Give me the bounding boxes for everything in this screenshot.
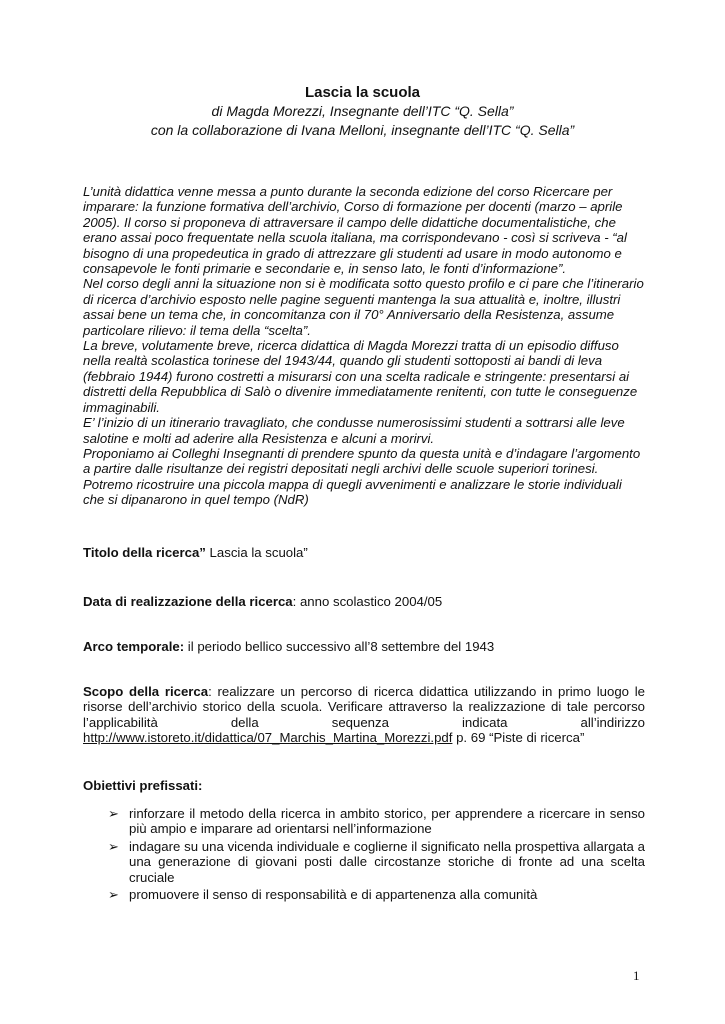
collaboration-line: con la collaborazione di Ivana Melloni, insegnante dell’ITC “Q. Sella” (150, 122, 575, 138)
list-item (108, 887, 645, 902)
objective-text: indagare su una vicenda individuale e coglierne il significato nella prospettiva allargata a una generazione di giovani posti dalle circostanze storiche di fronte ad una scelta cruciale (129, 838, 645, 885)
objective-text: rinforzare il metodo della ricerca in ambito storico, per apprendere a ricercare in senso più ampio e imparare ad orientarsi nell’informazione (129, 806, 645, 837)
istoreto-pdf-link[interactable]: http://www.istoreto.it/didattica/07_Marchis_Martina_Morezzi.pdf (83, 730, 453, 746)
research-date-value: : anno scolastico 2004/05 (292, 594, 443, 609)
page-number: 1 (633, 968, 640, 983)
research-date-field (83, 594, 645, 609)
research-scope-page-ref: p. 69 “Piste di ricerca” (452, 730, 585, 746)
document-title: Lascia la scuola (304, 84, 421, 101)
research-title-value: Lascia la scuola” (205, 545, 308, 560)
intro-paragraph: La breve, volutamente breve, ricerca didattica di Magda Morezzi tratta di un episodio diffuso nella realtà scolastica torinese del 1943/44, quando gli studenti sottoposti ai bandi di leva (febbraio 1944) furono costretti a misurarsi con una scelta radicale e stringente: presentarsi ai distretti della Repubblica di Salò o divenire immediatamente renitenti, con tutte le conseguenze immaginabili. (83, 338, 638, 415)
list-item (108, 839, 645, 885)
time-span-value: il periodo bellico successivo all’8 settembre del 1943 (184, 639, 495, 654)
list-item (108, 806, 645, 837)
research-scope-field (83, 684, 645, 746)
objectives-list (108, 806, 645, 904)
research-title-field (83, 545, 645, 560)
time-span-field (83, 639, 645, 654)
research-scope-label: Scopo della ricerca (83, 684, 209, 699)
author-line: di Magda Morezzi, Insegnante dell’ITC “Q. Sella” (211, 103, 514, 119)
objectives-heading: Obiettivi prefissati: (83, 778, 203, 793)
time-span-label: Arco temporale: (83, 639, 185, 654)
intro-paragraph: Proponiamo ai Colleghi Insegnanti di prendere spunto da questa unità e d’indagare l’argomento a partire dalle risultanze dei registri depositati negli archivi delle scuole superiori torinesi. Potremo ricostruire una piccola mappa di quegli avvenimenti e analizzare le storie individuali che si dipanarono in quel tempo (NdR) (83, 445, 641, 508)
research-scope-value: : realizzare un percorso di ricerca didattica utilizzando in primo luogo le risorse dell’archivio storico della scuola. Verificare attraverso la realizzazione di tale percorso l’applicabilità della sequenza indicata all’indirizzo (83, 684, 645, 730)
arrow-bullet-icon: ➢ (108, 806, 120, 821)
research-title-label: Titolo della ricerca” (83, 545, 206, 560)
arrow-bullet-icon: ➢ (108, 887, 120, 903)
arrow-bullet-icon: ➢ (108, 838, 120, 854)
intro-paragraph: L’unità didattica venne messa a punto durante la seconda edizione del corso Ricercare per imparare: la funzione formativa dell’archivio, Corso di formazione per docenti (marzo – aprile 2005). Il corso si proponeva di attraversare il campo delle didattiche documentalistiche, che erano assai poco frequentate nella scuola italiana, ma corrispondevano - così si scriveva - “al bisogno di una propedeutica in grado di attrezzare gli studenti ad usare in modo autonomo e consapevole le fonti primarie e secondarie e, in senso lato, le fonti d’informazione”. (83, 184, 627, 277)
editorial-intro (83, 184, 645, 508)
intro-paragraph: E’ l’inizio di un itinerario travagliato, che condusse numerosissimi studenti a sottrarsi alle leve salotine e molti ad aderire alla Resistenza e alcuni a morirvi. (83, 415, 625, 446)
objective-text: promuovere il senso di responsabilità e di appartenenza alla comunità (129, 887, 538, 903)
research-date-label: Data di realizzazione della ricerca (83, 594, 293, 609)
intro-paragraph: Nel corso degli anni la situazione non si è modificata sotto questo profilo e ci pare che l’itinerario di ricerca d’archivio esposto nelle pagine seguenti mantenga la sua attualità e, inoltre, illustri assai bene un tema che, in concomitanza con il 70° Anniversario della Resistenza, assume particolare rilievo: il tema della “scelta”. (83, 276, 644, 338)
